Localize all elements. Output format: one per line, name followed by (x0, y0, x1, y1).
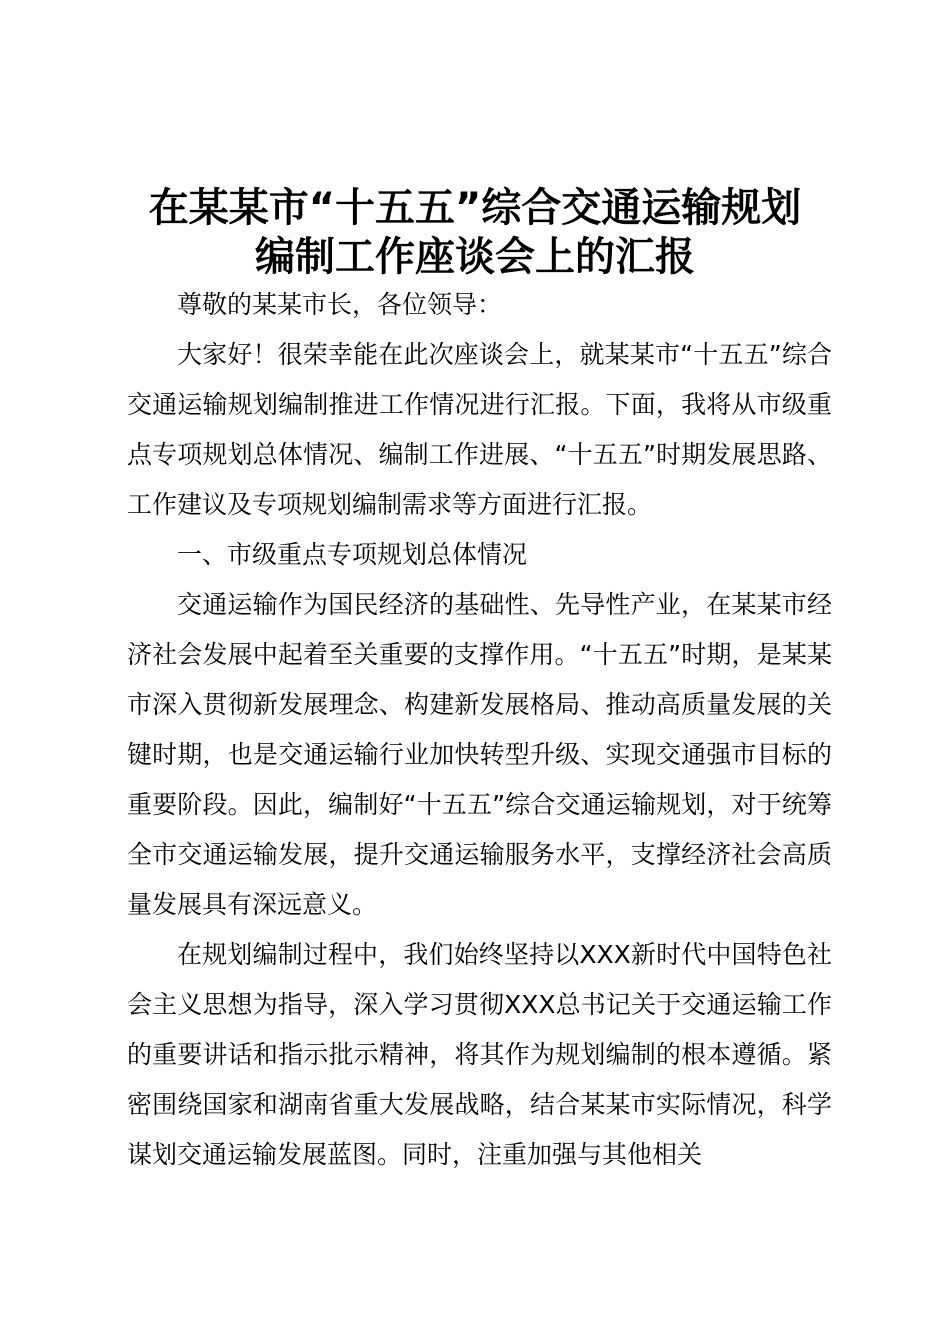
paragraph-process: 在规划编制过程中，我们始终坚持以XXX新时代中国特色社会主义思想为指导，深入学习贯彻XXX总书记关于交通运输工作的重要讲话和指示批示精神，将其作为规划编制的根本遵循。紧密围绕国家和湖南省重大发展战略，结合某某市实际情况，科学谋划交通运输发展蓝图。同时，注重加强与其他相关 (127, 940, 832, 1169)
document-body (127, 280, 832, 1180)
salutation: 尊敬的某某市长，各位领导： (177, 290, 503, 319)
section-heading-1: 一、市级重点专项规划总体情况 (177, 540, 528, 569)
document-title-line-1: 在某某市“十五五”综合交通运输规划 (148, 185, 802, 231)
paragraph-overview: 交通运输作为国民经济的基础性、先导性产业，在某某市经济社会发展中起着至关重要的支撑作用。“十五五”时期，是某某市深入贯彻新发展理念、构建新发展格局、推动高质量发展的关键时期，也是交通运输行业加快转型升级、实现交通强市目标的重要阶段。因此，编制好“十五五”综合交通运输规划，对于统筹全市交通运输发展，提升交通运输服务水平，支撑经济社会高质量发展具有深远意义。 (127, 590, 832, 919)
paragraph-greeting: 大家好！很荣幸能在此次座谈会上，就某某市“十五五”综合交通运输规划编制推进工作情况进行汇报。下面，我将从市级重点专项规划总体情况、编制工作进展、“十五五”时期发展思路、工作建议及专项规划编制需求等方面进行汇报。 (127, 340, 832, 519)
document-title-line-2: 编制工作座谈会上的汇报 (255, 234, 695, 280)
